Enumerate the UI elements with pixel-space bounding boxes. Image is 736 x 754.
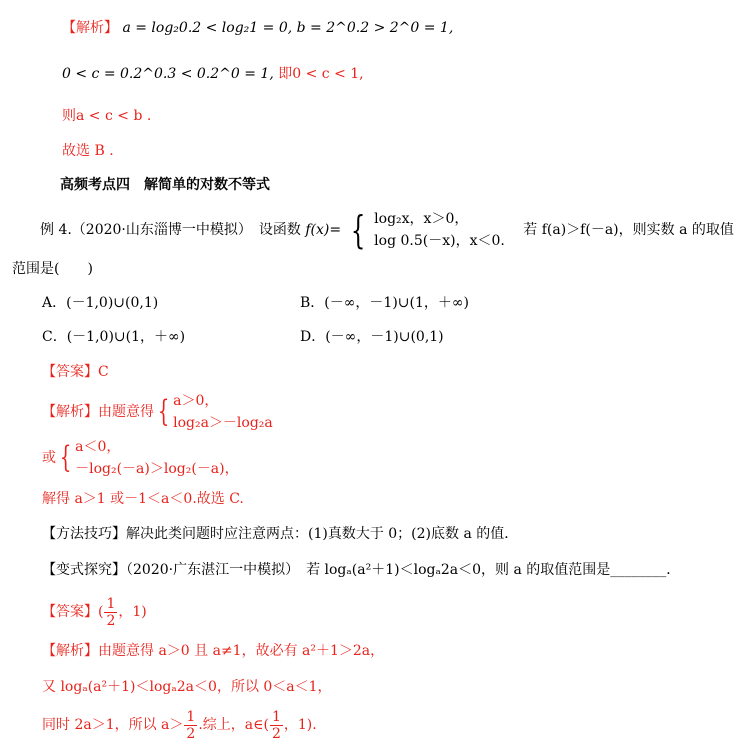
system-2 (75, 436, 239, 480)
answer-2-open: ( (98, 604, 104, 620)
fraction-one-half (184, 709, 197, 742)
analysis-3-line-3 (42, 706, 317, 744)
analysis-line-2 (62, 64, 364, 84)
option-c: C．(－1,0)∪(1，＋∞) (42, 329, 186, 345)
variant-question: 【变式探究】（2020·广东湛江一中模拟） 若 logₐ(a²＋1)＜logₐ2a＜0，则 a 的取值范围是________． (42, 562, 681, 578)
answer-2 (42, 594, 147, 630)
analysis-3-pre: 同时 2a＞1，所以 a＞ (42, 717, 184, 733)
fraction-den: 2 (186, 725, 196, 742)
analysis-tag: 【解析】 (62, 20, 118, 36)
analysis-expr-2: 0 < c = 0.2^0.3 < 0.2^0 = 1, (62, 66, 274, 82)
piecewise-cases (374, 208, 505, 252)
analysis-3-line-2: 又 logₐ(a²＋1)＜logₐ2a＜0，所以 0＜a＜1， (42, 679, 332, 695)
fraction-num: 1 (106, 595, 116, 612)
answer-value: C (98, 364, 109, 380)
left-brace-icon: { (157, 394, 170, 429)
analysis-expr-2-tail: 即0 < c < 1, (278, 66, 364, 82)
example-fx: f(x)= (305, 222, 342, 238)
analysis-2-line-2 (42, 436, 239, 480)
system-2-a: a＜0， (75, 439, 121, 455)
example-4-question (40, 208, 734, 252)
fraction-num: 1 (186, 708, 196, 725)
system-1-a: a＞0， (173, 393, 219, 409)
fraction-den: 2 (271, 725, 281, 742)
option-b: B．(－∞，－1)∪(1，＋∞) (300, 295, 470, 311)
fraction-num: 1 (271, 708, 281, 725)
analysis-expr-1: a = log₂0.2 < log₂1 = 0, b = 2^0.2 > 2^0 = 1, (122, 20, 454, 36)
option-d: D．(－∞，－1)∪(0,1) (300, 329, 444, 345)
answer-1 (42, 362, 109, 382)
example-suffix: 若 f(a)＞f(－a)，则实数 a 的取值 (523, 222, 734, 238)
analysis-2-or: 或 (42, 450, 56, 466)
method-tips: 【方法技巧】解决此类问题时应注意两点：(1)真数大于 0；(2)底数 a 的值． (42, 526, 519, 542)
analysis-line-1 (62, 18, 453, 38)
system-1 (173, 390, 273, 434)
answer-2-tag: 【答案】 (42, 604, 98, 620)
analysis-2-conclusion: 解得 a＞1 或－1＜a＜0.故选 C. (42, 491, 244, 507)
analysis-2-tag: 【解析】由题意得 (42, 404, 154, 420)
example-4-line-2: 范围是( ) (12, 261, 93, 277)
option-a: A．(－1,0)∪(0,1) (42, 295, 159, 311)
analysis-2-line-1 (42, 390, 273, 434)
left-brace-icon: { (350, 208, 365, 252)
analysis-3-mid: .综上，a∈( (198, 717, 269, 733)
example-prefix: 例 4.（2020·山东淄博一中模拟） 设函数 (40, 222, 301, 238)
answer-2-close: ，1) (118, 604, 147, 620)
fraction-den: 2 (106, 612, 116, 629)
system-1-b: log₂a＞－log₂a (173, 415, 273, 431)
case-1: log₂x，x＞0， (374, 211, 469, 227)
section-title: 高频考点四 解简单的对数不等式 (60, 177, 270, 193)
answer-tag: 【答案】 (42, 364, 98, 380)
analysis-3-line-1: 【解析】由题意得 a＞0 且 a≠1，故必有 a²＋1＞2a， (42, 643, 385, 659)
fraction-one-half (270, 709, 283, 742)
left-brace-icon: { (59, 440, 72, 475)
case-2: log 0.5(－x)，x＜0. (374, 233, 505, 249)
fraction-one-half (104, 596, 117, 629)
analysis-line-3: 则a < c < b . (62, 108, 152, 124)
analysis-line-4: 故选 B . (62, 143, 114, 159)
system-2-b: －log₂(－a)＞log₂(－a)， (75, 461, 239, 477)
analysis-3-end: ，1). (283, 717, 317, 733)
